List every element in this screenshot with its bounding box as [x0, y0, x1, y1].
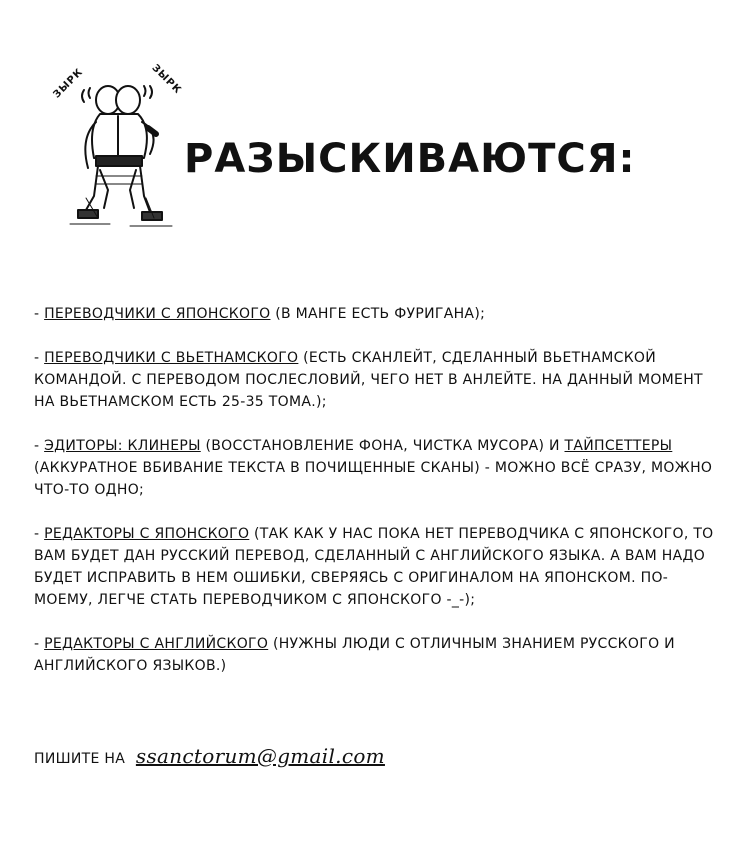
contact-line [34, 744, 385, 768]
list-item [34, 347, 714, 413]
list-item [34, 435, 714, 501]
wanted-list [34, 303, 714, 699]
role-link: ПЕРЕВОДЧИКИ С ЯПОНСКОГО [44, 306, 271, 322]
list-dash: - [34, 438, 45, 454]
role-link: ТАЙПСЕТТЕРЫ [564, 438, 673, 454]
email-link[interactable]: ssanctorum@gmail.com [135, 744, 385, 768]
list-item [34, 633, 714, 677]
contact-label: ПИШИТЕ НА [34, 751, 126, 767]
item-text: (В МАНГЕ ЕСТЬ ФУРИГАНА); [270, 306, 486, 322]
sfx-left: ЗЫРК [51, 66, 86, 101]
list-dash: - [34, 350, 45, 366]
list-dash: - [34, 306, 45, 322]
page-title: РАЗЫСКИВАЮТСЯ: [184, 136, 636, 182]
item-text: (ВОССТАНОВЛЕНИЕ ФОНА, ЧИСТКА МУСОРА) И [200, 438, 565, 454]
role-link: РЕДАКТОРЫ С АНГЛИЙСКОГО [44, 636, 269, 652]
list-dash: - [34, 526, 45, 542]
role-link: ПЕРЕВОДЧИКИ С ВЬЕТНАМСКОГО [44, 350, 299, 366]
list-item [34, 303, 714, 325]
character-illustration [50, 58, 190, 248]
item-text: (НУЖНЫ ЛЮДИ С ОТЛИЧНЫМ ЗНАНИЕМ РУССКОГО И АНГЛИЙСКОГО ЯЗЫКОВ.) [34, 636, 675, 674]
item-text: (АККУРАТНОЕ ВБИВАНИЕ ТЕКСТА В ПОЧИЩЕННЫЕ СКАНЫ) - МОЖНО ВСЁ СРАЗУ, МОЖНО ЧТО-ТО ОДНО; [34, 460, 713, 498]
item-text: (ТАК КАК У НАС ПОКА НЕТ ПЕРЕВОДЧИКА С ЯПОНСКОГО, ТО ВАМ БУДЕТ ДАН РУССКИЙ ПЕРЕВОД, СДЕЛАННЫЙ С АНГЛИЙСКОГО ЯЗЫКА. А ВАМ НАДО БУДЕТ ИСПРАВИТЬ В НЕМ ОШИБКИ, СВЕРЯЯСЬ С ОРИГИНАЛОМ НА ЯПОНСКОМ. ПО-МОЕМУ, ЛЕГЧЕ СТАТЬ ПЕРЕВОДЧИКОМ С ЯПОНСКОГО -_-); [34, 526, 714, 608]
list-dash: - [34, 636, 45, 652]
role-link: РЕДАКТОРЫ С ЯПОНСКОГО [44, 526, 250, 542]
list-item [34, 523, 714, 611]
role-link: ЭДИТОРЫ: КЛИНЕРЫ [44, 438, 201, 454]
item-text: (ЕСТЬ СКАНЛЕЙТ, СДЕЛАННЫЙ ВЬЕТНАМСКОЙ КОМАНДОЙ. С ПЕРЕВОДОМ ПОСЛЕСЛОВИЙ, ЧЕГО НЕТ В АНЛЕЙТЕ. НА ДАННЫЙ МОМЕНТ НА ВЬЕТНАМСКОМ ЕСТЬ 25-35 ТОМА.); [34, 350, 703, 410]
sfx-right: ЗЫРК [149, 62, 184, 97]
